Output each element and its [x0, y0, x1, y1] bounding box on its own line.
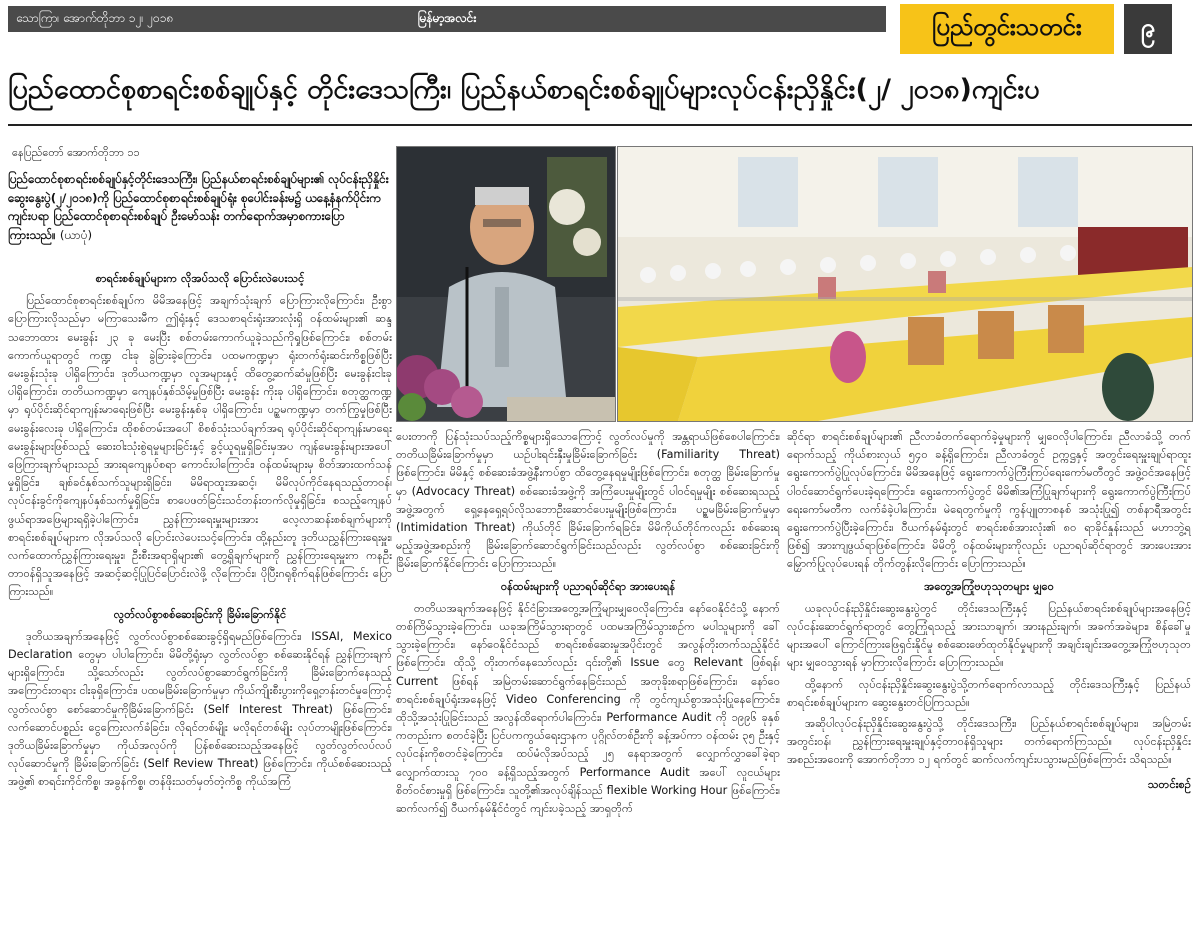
article-headline: ပြည်ထောင်စုစာရင်းစစ်ချုပ်နှင့် တိုင်းဒေသကြီး၊ ပြည်နယ်စာရင်းစစ်ချုပ်များလုပ်ငန်းညှိနှိုင်း(၂/ ၂၀၁၈)ကျင်းပ [8, 74, 1040, 105]
paragraph: ယခုလုပ်ငန်းညှိနှိုင်းဆွေးနွေးပွဲတွင် တိုင်းဒေသကြီးနှင့် ပြည်နယ်စာရင်းစစ်ချုပ်များအနေဖြင့် လုပ်ငန်းဆောင်ရွက်ရာတွင် တွေ့ကြုံရသည့် အားသာချက်၊ အားနည်းချက်၊ အခက်အခဲများ၊ စိန်ခေါ်မှုများအပေါ် ကြောင်ကြားဖြေရှင်းနိုင်မှု စစ်ဆေးဖော်ထုတ်နိုင်မှုများကို အချင်းချင်းအတွေ့အကြုံဗဟုသုတများ မျှဝေသွားရန် မှာကြားလိုကြောင်း ပြောကြားသည်။ [787, 601, 1191, 670]
byline: သတင်းစဉ် [1147, 777, 1191, 791]
speaker-photo [396, 146, 616, 422]
publication-name: မြန်မာ့အလင်း [417, 11, 477, 25]
paragraph: ဆိုင်ရာ စာရင်းစစ်ချုပ်များ၏ ညီလာခံတက်ရောက်ခဲ့မှုများကို မျှဝေလိုပါကြောင်း၊ ညီလာခံသို့ တက်ရောက်သည့် ကိုယ်စားလှယ် ၅၄၀ ခန့်ရှိကြောင်း၊ ညီလာခံတွင် ဥက္ကဋ္ဌနှင့် အတွင်းရေးမှူးချုပ်ရာထူး ရွေးကောက်ပွဲပြုလုပ်ကြောင်း၊ မိမိအနေဖြင့် ရွေးကောက်ပွဲကြီးကြပ်ရေးကော်မတီတွင် အဖွဲ့ဝင်အနေဖြင့် ပါဝင်ဆောင်ရွက်ပေးခဲ့ရကြောင်း၊ ရွေးကောက်ပွဲတွင် မိမိ၏အကြံပြုချက်များကို ရွေးကောက်ပွဲကြီးကြပ်ရေးကော်မတီက လက်ခံခဲ့ပါကြောင်း၊ မဲရေတွက်မှုကို ကွန်ပျူတာစနစ် အသုံးပြု၍ တစ်နာရီအတွင်း ရွေးကောက်ပွဲပြီးခဲ့ကြောင်း၊ ဝီယက်နမ်ရုံးတွင် စာရင်းစစ်အားလုံး၏ ၈၀ ရာခိုင်နှုန်းသည် မဟာဘွဲ့ရဖြစ်၍ အားကျဖွယ်ရာဖြစ်ကြောင်း၊ မိမိတို့ ဝန်ထမ်းများကိုလည်း ပညာရပ်ဆိုင်ရာတွင် အားပေးအားမြှောက်ပြုလုပ်ပေးရန် တိုက်တွန်းလိုကြောင်း ပြောကြားသည်။ [787, 430, 1191, 571]
lead-text: ပြည်ထောင်စုစာရင်းစစ်ချုပ်နှင့်တိုင်းဒေသကြီး၊ ပြည်နယ်စာရင်းစစ်ချုပ်များ၏ လုပ်ငန်းညှိနှိုင်းဆွေးနွေးပွဲ(၂/၂၀၁၈)ကို ပြည်ထောင်စုစာရင်းစစ်ချုပ်ရုံး စုပေါင်းခန်းမ၌ ယနေ့နံနက်ပိုင်းက ကျင်းပရာ ပြည်ထောင်စုစာရင်းစစ်ချုပ် ဦးမော်သန်း တက်ရောက်အမှာစကားပြောကြားသည်။ [8, 172, 389, 242]
article-column-1 [8, 266, 392, 946]
headline-divider [8, 124, 1192, 126]
dateline: နေပြည်တော် အောက်တိုဘာ ၁၁ [12, 146, 140, 159]
lead-photo-ref: (ယာပုံ) [59, 227, 93, 242]
paragraph: ပြည်ထောင်စုစာရင်းစစ်ချုပ်က မိမိအနေဖြင့် အချက်သုံးချက် ပြောကြားလိုကြောင်း၊ ဦးစွာပြောကြားလိုသည်မှာ မကြာသေးမီက ဤရုံးနှင့် ဒေသစာရင်းရုံးအားလုံးရှိ ဝန်ထမ်းများ၏ ဆန္ဒသဘောထား မေးခွန်း ၂၃ ခု မေးပြီး စစ်တမ်းကောက်ယူခဲ့သည်ကိုရှုဖြစ်ကြောင်း၊ စစ်တမ်းကောက်ယူရာတွင် ကဏ္ဍ ငါးခု ခွဲခြားခဲ့ကြောင်း၊ ပထမကဏ္ဍမှာ ရုံးတက်ရုံးဆင်းကိစ္စဖြစ်ပြီး မေးခွန်းသုံးခု ပါရှိကြောင်း၊ ဒုတိယကဏ္ဍမှာ လူအများနှင့် ထိတွေ့ဆက်ဆံမှုဖြစ်ပြီး မေးခွန်းငါးခု ပါရှိကြောင်း၊ တတိယကဏ္ဍမှာ ကျေနပ်နှစ်သိမ့်မှုဖြစ်ပြီး မေးခွန်း ကိုးခု ပါရှိကြောင်း၊ စတုတ္ထကဏ္ဍမှာ ရုပ်ပိုင်းဆိုင်ရာကျန်းမာရေးဖြစ်ပြီး မေးခွန်းနှစ်ခု ပါရှိကြောင်း၊ ပဉ္စမကဏ္ဍမှာ တက်ကြွမှုဖြစ်ပြီး မေးခွန်းလေးခု ပါရှိကြောင်း၊ ထိုစစ်တမ်းအပေါ် စိစစ်သုံးသပ်ချက်အရ ရုပ်ပိုင်းဆိုင်ရာကျန်းမာရေးမေးခွန်းများဖြစ်သည့် ဆေးဝါးသုံးစွဲရမှုများခြင်းနှင့် ခွင့်ယူရမှုရှိခြင်းမှအပ ကျန်မေးခွန်းများအပေါ် ဖြေကြားချက်များသည် အားရကျေနပ်စရာ ကောင်းပါကြောင်း၊ ဝန်ထမ်းများမှ စိတ်အားထက်သန်မှုရှိခြင်း၊ ချစ်ခင်နှစ်သက်သူများရှိခြင်း၊ မိမိရာထူးအဆင့်၊ မိမိလုပ်ကိုင်နေရသည့်တာဝန်၊ လုပ်ငန်းခွင်ကိုကျေနပ်နှစ်သက်မှုရှိခြင်း၊ စာပေဖတ်ခြင်းသင်တန်းတက်လိုမှုရှိခြင်း၊ စသည့်ကျေနပ်ဖွယ်ရာအဖြေများရရှိခဲ့ပါကြောင်း၊ ညွှန်ကြားရေးမှူးများအား လေ့လာဆန်းစစ်ချက်များကို စာရင်းစစ်ချုပ်များက လိုအပ်သလို ပြောင်းလဲပေးသင့်ကြောင်း၊ ထို့နည်းတူ ဒုတိယညွှန်ကြားရေးမှူး၊ လက်ထောက်ညွှန်ကြားရေးမှူး၊ ဦးစီးအရာရှိများ၏ တွေ့ရှိချက်များကို ညွှန်ကြားရေးမှူးက ကနဦးတာဝန်ရှိသူအနေဖြင့် အဆင့်ဆင့်ပြုပြင်ပြောင်းလဲဖို့ လိုကြောင်း၊ ပိုပြီးဂရုစိုက်ရန်ဖြစ်ကြောင်း ပြောကြားသည်။ [8, 294, 392, 599]
page-number: ၉ [1124, 4, 1172, 54]
speaker-photo-illustration [397, 147, 615, 421]
meeting-photo-illustration [618, 147, 1192, 421]
subheading-4: အတွေ့အကြုံဗဟုသုတများ မျှဝေ [924, 579, 1054, 593]
masthead-bar [8, 6, 886, 32]
meeting-room-photo [617, 146, 1193, 422]
subheading-2: လွတ်လပ်စွာစစ်ဆေးခြင်းကို ခြိမ်းခြောက်နိုင် [113, 607, 287, 621]
paragraph: အဆိုပါလုပ်ငန်းညှိနှိုင်းဆွေးနွေးပွဲသို့ တိုင်းဒေသကြီး၊ ပြည်နယ်စာရင်းစစ်ချုပ်များ၊ အမြဲတမ်းအတွင်းဝန်၊ ညွှန်ကြားရေးမှူးချုပ်နှင့်တာဝန်ရှိသူများ တက်ရောက်ကြသည်။ လုပ်ငန်းညှိနှိုင်းအစည်းအဝေးကို အောက်တိုဘာ ၁၂ ရက်တွင် ဆက်လက်ကျင်းပသွားမည်ဖြစ်ကြောင်း သိရသည်။ [787, 717, 1191, 767]
issue-date: သောကြာ၊ အောက်တိုဘာ ၁၂၊ ၂၀၁၈ [16, 11, 174, 25]
article-lead [8, 170, 392, 264]
subheading-3: ဝန်ထမ်းများကို ပညာရပ်ဆိုင်ရာ အားပေးရန် [500, 579, 676, 593]
paragraph: တတိယအချက်အနေဖြင့် နိုင်ငံခြားအတွေ့အကြုံများမျှဝေလိုကြောင်း၊ နော်ဝေနိုင်ငံသို့ နောက်တစ်ကြိမ်သွားခဲ့ကြောင်း၊ ယခုအကြိမ်သွားရာတွင် ပထမအကြိမ်သွားစဉ်က မပါသူများကို ခေါ်သွားခဲ့ကြောင်း၊ နော်ဝေနိုင်ငံသည် စာရင်းစစ်ဆေးမှုအပိုင်းတွင် အလွန်တိုးတက်သည့်နိုင်ငံ ဖြစ်ကြောင်း၊ ထိုသို့ တိုးတက်နေသော်လည်း ၎င်းတို့၏ Issue တွေ Relevant ဖြစ်ရန်၊ Current ဖြစ်ရန် အမြဲတမ်းဆောင်ရွက်နေခြင်းသည် အတုခိုးစရာဖြစ်ကြောင်း၊ နော်ဝေစာရင်းစစ်ချုပ်ရုံးအနေဖြင့် Video Conferencing ကို တွင်ကျယ်စွာအသုံးပြုနေကြောင်း၊ ထိုသို့အသုံးပြုခြင်းသည် အလွန်ထိရောက်ပါကြောင်း၊ Performance Audit ကို ၁၉၉၆ ခုနှစ်ကတည်းက စတင်ခဲ့ပြီး ပြင်ပကကွယ်ရေးဌာနက ပုဂ္ဂိုလ်တစ်ဦးကို ခန့်အပ်ကာ ဝန်ထမ်း ၃၅ ဦးနှင့် လုပ်ငန်းကိုစတင်ခဲ့ကြောင်း၊ ထပ်မံလိုအပ်သည့် ၂၅ နေရာအတွက် လျှောက်လွှာခေါ်ခဲ့ရာ လျှောက်ထားသူ ၇၀၀ ခန့်ရှိသည့်အတွက် Performance Audit အပေါ် လူငယ်များစိတ်ဝင်စားမှုရှိ ဖြစ်ကြောင်း၊ သူတို့၏အလုပ်ချိန်သည် flexible Working Hour ဖြစ်ကြောင်း၊ ဆက်လက်၍ ဝီယက်နမ်နိုင်ငံတွင် ကျင်းပခဲ့သည့် အာရှတိုက် [396, 601, 780, 816]
article-column-3 [787, 428, 1191, 946]
paragraph: ပေးတာကို ပြန်သုံးသပ်သည့်ကိစ္စများရှိသောကြောင့် လွတ်လပ်မှုကို အန္တရာယ်ဖြစ်စေပါကြောင်း၊ တတိယခြိမ်းခြောက်မှုမှာ ယဉ်ပါးရင်းနှီးမှုခြိမ်းခြောက်ခြင်း (Familiarity Threat) ဖြစ်ကြောင်း၊ မိမိနှင့် စစ်ဆေးခံအဖွဲ့နီးကပ်စွာ ထိတွေ့နေရမှုမျိုးဖြစ်ကြောင်း၊ စတုတ္ထ ခြိမ်းခြောက်မှုမှာ (Advocacy Threat) စစ်ဆေးခံအဖွဲ့ကို အကြံပေးမှုမျိုးတွင် ပါဝင်ရမှုမျိုး စစ်ဆေးရသည့်အဖွဲ့အတွက် ရှေ့နေရှေ့ရပ်လိုသဘောဦးဆောင်ပေးမှုမျိုးဖြစ်ကြောင်း၊ ပဉ္စမခြိမ်းခြောက်မှုမှာ (Intimidation Threat) ကိုယ်တိုင် ခြိမ်းခြောက်ရခြင်း၊ မိမိကိုယ်တိုင်ကလည်း စစ်ဆေးရမည့်အဖွဲ့အစည်းကို ခြိမ်းခြောက်ဆောင်ရွက်ခြင်းသည်လည်း လွတ်လပ်စွာ စစ်ဆေးခြင်းကို ခြိမ်းခြောက်နိုင်ကြောင်း ပြောကြားသည်။ [396, 430, 780, 571]
paragraph: ဒုတိယအချက်အနေဖြင့် လွတ်လပ်စွာစစ်ဆေးခွင့်ရှိရမည်ဖြစ်ကြောင်း၊ ISSAI, Mexico Declaration တွေမှာ ပါပါကြောင်း၊ မိမိတို့ရုံးမှာ လွတ်လပ်စွာ စစ်ဆေးနိုင်ရန် ညွှန်ကြားချက်များရှိကြောင်း၊ သို့သော်လည်း လွတ်လပ်စွာဆောင်ရွက်ခြင်းကို ခြိမ်းခြောက်နေသည့် အကြောင်းတရား ငါးခုရှိကြောင်း၊ ပထမခြိမ်းခြောက်မှုမှာ ကိုယ်ကျိုးစီးပွားကိုရှေ့တန်းတင်မှုကြောင့် လွတ်လပ်စွာ စော်ဆောင်မှုကိုခြိမ်းခြောက်ခြင်း (Self Interest Threat) ဖြစ်ကြောင်း၊ လက်ဆောင်ပစ္စည်း ငွေကြေးလက်ခံခြင်း၊ လိုရင်တစ်မျိုး မလိုရင်တစ်မျိုး လုပ်တာမျိုးဖြစ်ကြောင်း၊ ဒုတိယခြိမ်းခြောက်မှုမှာ ကိုယ်အလုပ်ကို ပြန်စစ်ဆေးသည့်အနေဖြင့် လွတ်လွတ်လပ်လပ် လုပ်ဆောင်မှုကို ခြိမ်းခြောက်ခြင်း (Self Review Threat) ဖြစ်ကြောင်း၊ ကိုယ်စစ်ဆေးသည့်အဖွဲ့၏ စာရင်းကိုင်ကိစ္စ၊ အခွန်ကိစ္စ၊ တန်ဖိုးသတ်မှတ်တဲ့ကိစ္စ ကိုယ်အကြံ [8, 629, 392, 789]
paragraph: ထို့နောက် လုပ်ငန်းညှိနှိုင်းဆွေးနွေးပွဲသို့တက်ရောက်လာသည့် တိုင်းဒေသကြီးနှင့် ပြည်နယ်စာရင်းစစ်ချုပ်များက ဆွေးနွေးတင်ပြကြသည်။ [787, 677, 1191, 709]
subheading-1: စာရင်းစစ်ချုပ်များက လိုအပ်သလို ပြောင်းလဲပေးသင့် [95, 272, 305, 285]
section-label: ပြည်တွင်းသတင်း [900, 4, 1114, 54]
article-column-2 [396, 428, 780, 946]
